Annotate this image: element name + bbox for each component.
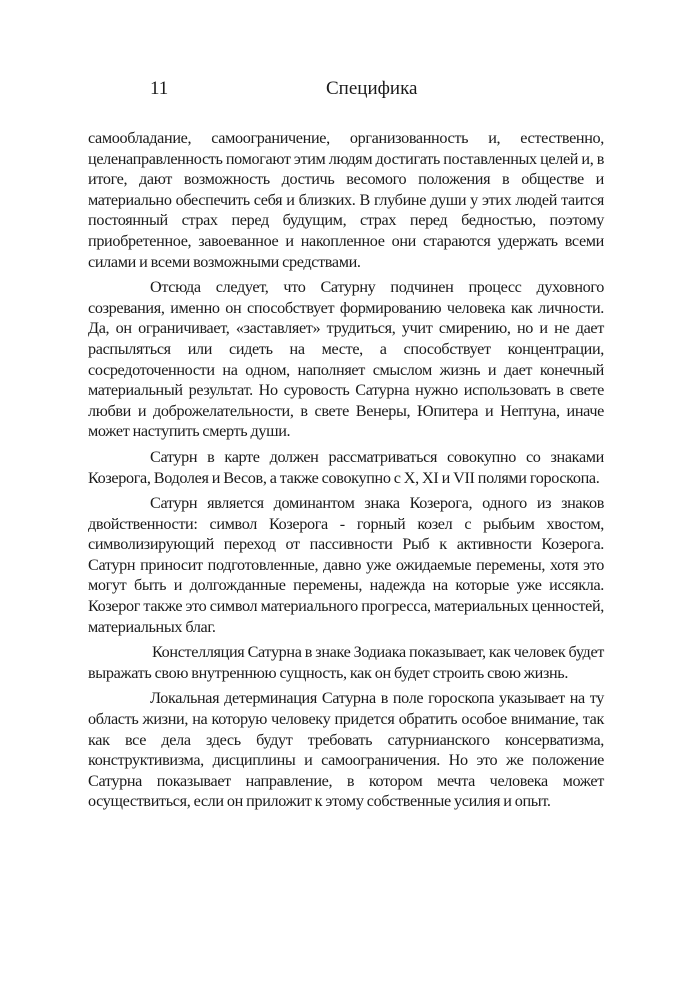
paragraph-saturn-constellation: Констелляция Сатурна в знаке Зодиака показывает, как человек будет выражать свою внутреннюю сущность, как он будет строить свою жизнь.	[88, 643, 604, 682]
paragraph-saturn-local-determination: Локальная детерминация Сатурна в поле гороскопа указывает на ту область жизни, на которую человеку придется обратить особое внимание, так как все дела здесь будут требовать сатурнианского консерватизма, конструктивизма, дисциплины и самоограничения. Но это же положение Сатурна показывает направление, в котором мечта человека может осуществиться, если он приложит к этому собственные усилия и опыт.	[88, 689, 604, 811]
running-title: Специфика	[326, 78, 418, 99]
page-header	[0, 78, 677, 104]
paragraph-saturn-spiritual-maturation: Отсюда следует, что Сатурну подчинен процесс духовного созревания, именно он способствует формированию человека как личности. Да, он ограничивает, «заставляет» трудиться, учит смирению, но и не дает распыляться или сидеть на месте, а способствует концентрации, сосредоточенности на одном, наполняет смыслом жизнь и дает конечный материальный результат. Но суровость Сатурна нужно использовать в свете любви и доброжелательности, в свете Венеры, Юпитера и Нептуна, иначе может наступить смерть души.	[88, 278, 604, 441]
page-number: 11	[150, 78, 169, 99]
paragraph-continuation: самообладание, самоограничение, организованность и, естественно, целенаправленность помогают этим людям достигать поставленных целей и, в итоге, дают возможность достичь весомого положения в обществе и материально обеспечить себя и близких. В глубине души у этих людей таится постоянный страх перед будущим, страх перед бедностью, поэтому приобретенное, завоеванное и накопленное они стараются удержать всеми силами и всеми возможными средствами.	[88, 129, 604, 271]
body-text	[88, 128, 604, 817]
paragraph-saturn-chart-signs: Сатурн в карте должен рассматриваться совокупно со знаками Козерога, Водолея и Весов, а также совокупно с X, XI и VII полями гороскопа.	[88, 447, 604, 487]
paragraph-saturn-capricorn: Сатурн является доминантом знака Козерога, одного из знаков двойственности: символ Козерога - горный козел с рыбьим хвостом, символизирующий переход от пассивности Рыб к активности Козерога. Сатурн приносит подготовленные, давно уже ожидаемые перемены, хотя это могут быть и долгожданные перемены, надежда на которые уже иссякла. Козерог также это символ материального прогресса, материальных ценностей, материальных благ.	[88, 494, 604, 636]
